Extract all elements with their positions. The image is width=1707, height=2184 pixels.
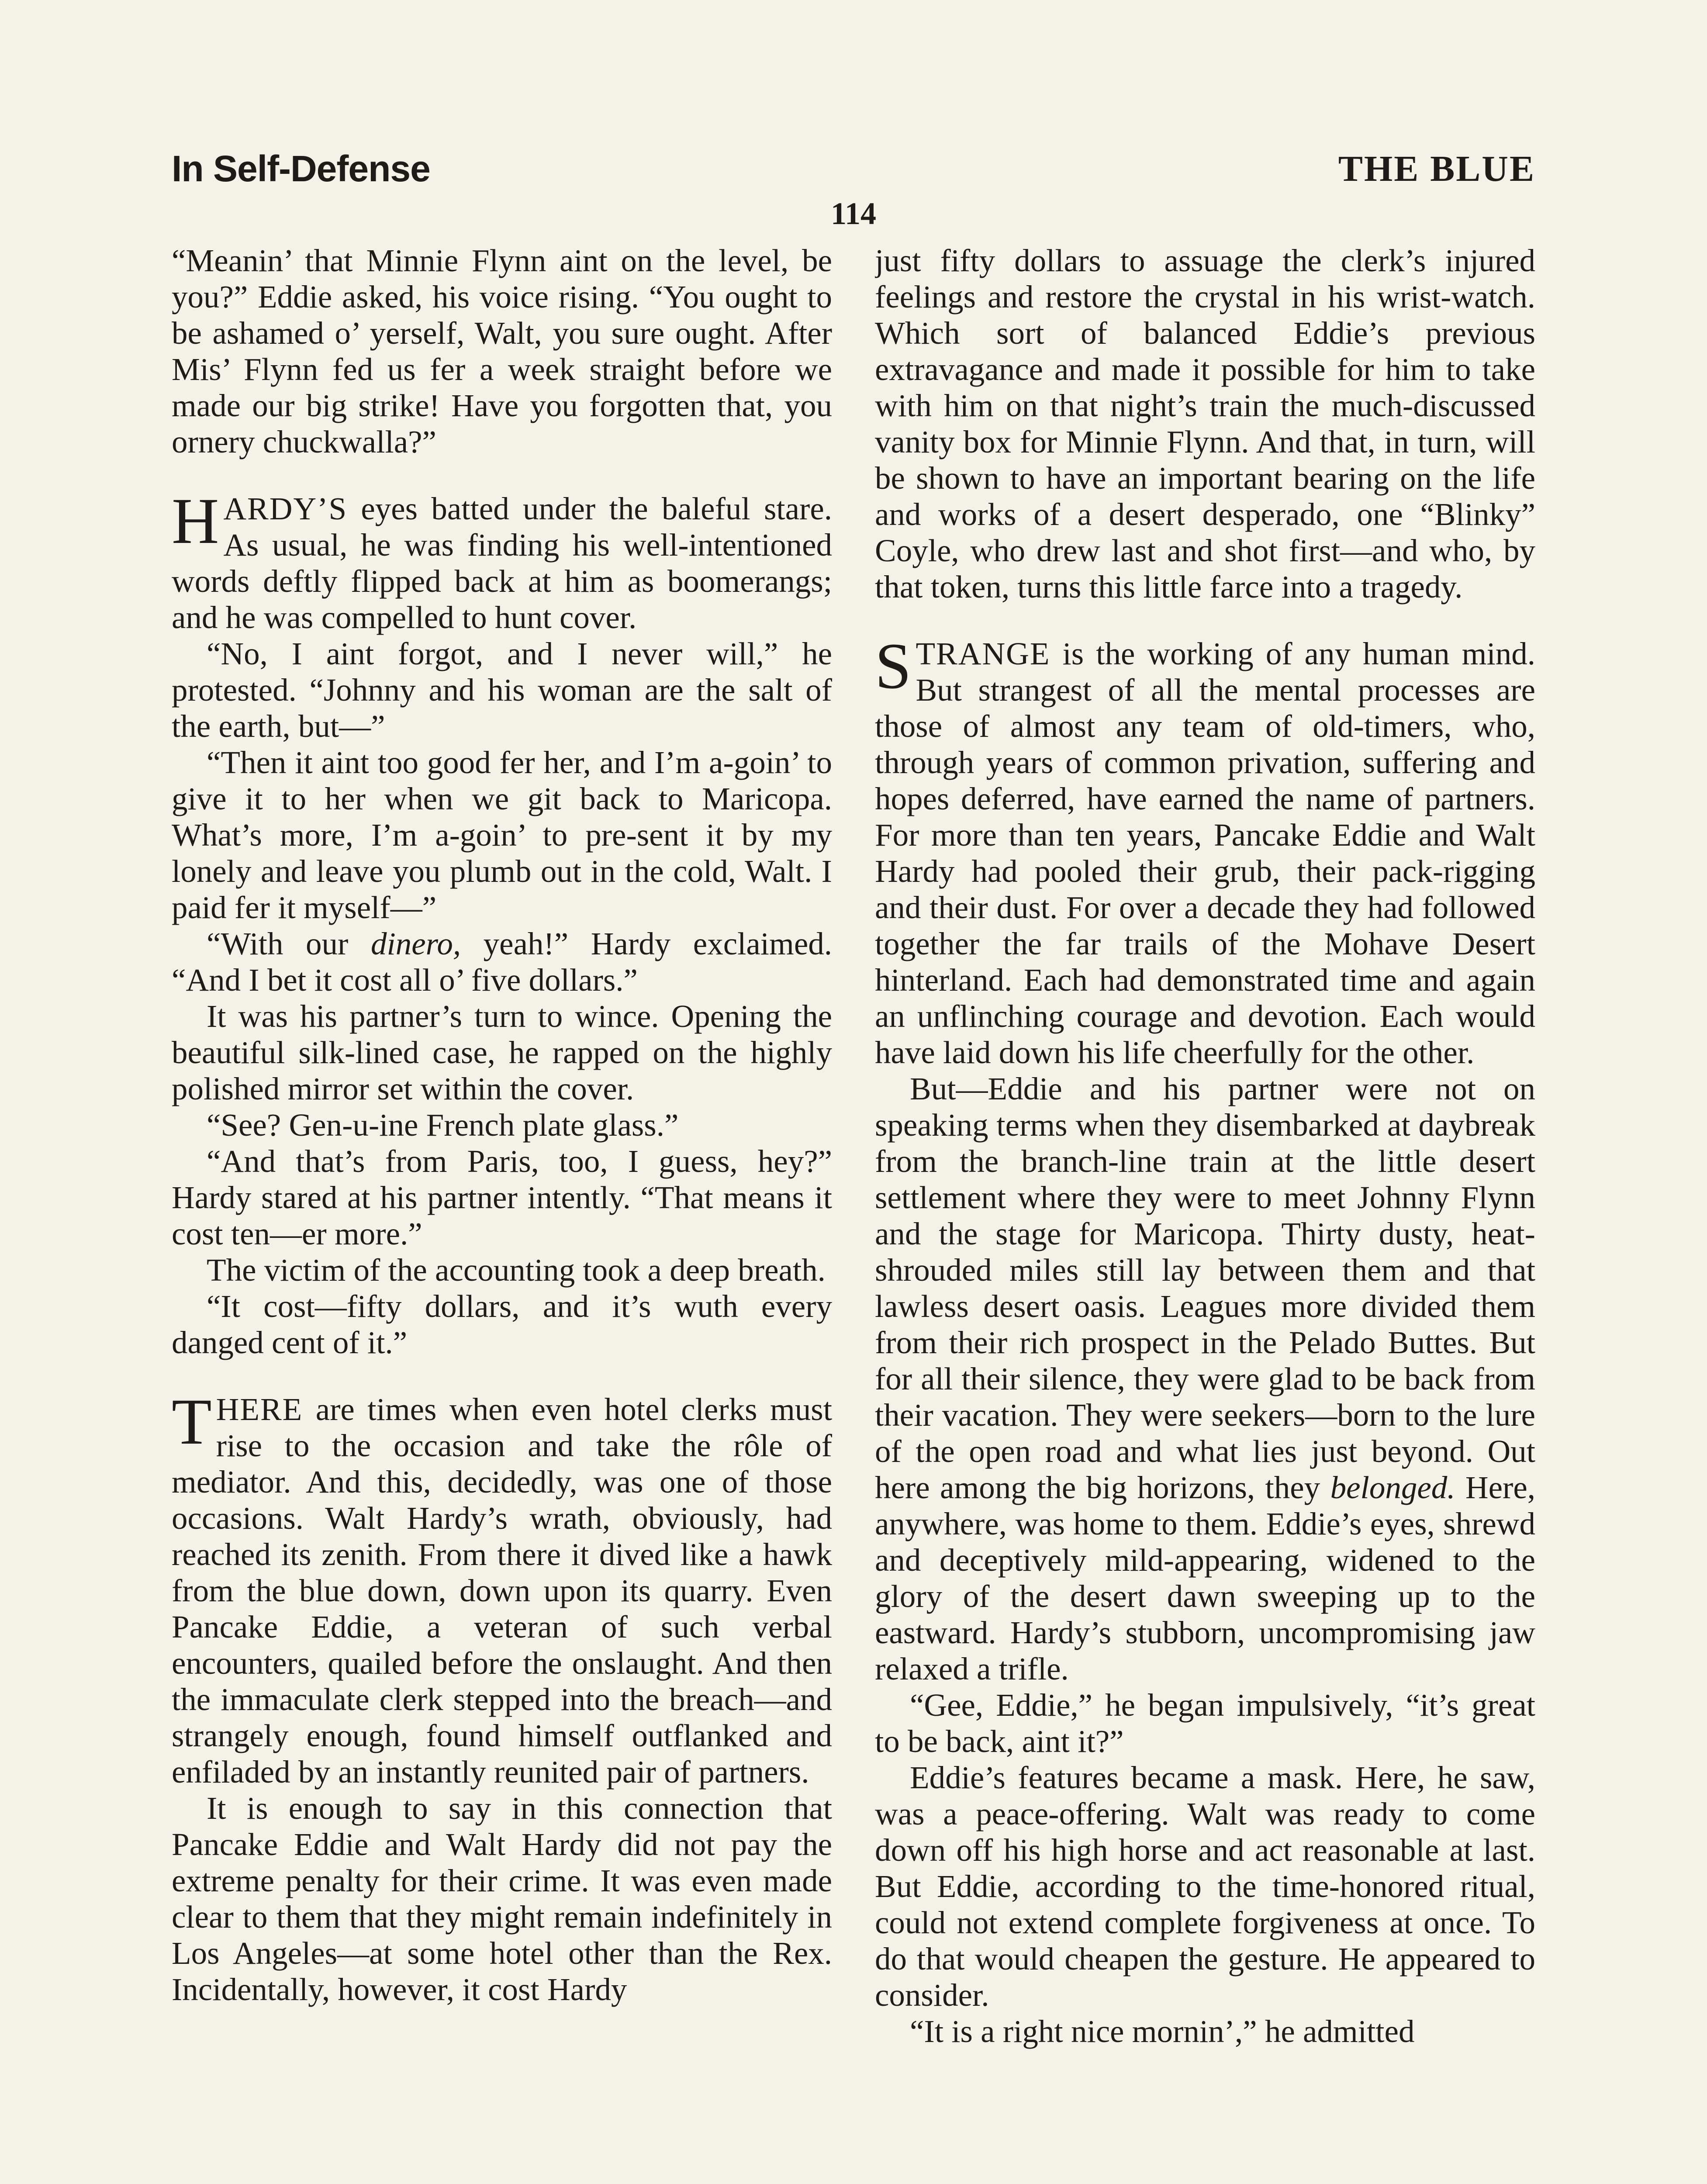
running-title-right: THE BLUE — [1338, 149, 1535, 189]
drop-cap: S — [875, 630, 912, 702]
paragraph: Eddie’s features became a mask. Here, he saw, was a peace-offering. Walt was ready to come down off his high horse and act reasonable at last. But Eddie, according to the time-honored ritual, could not extend complete forgiveness at once. To do that would cheapen the gesture. He appeared to consider. — [875, 1760, 1535, 2013]
paragraph: The victim of the accounting took a deep breath. — [207, 1252, 826, 1288]
paragraph — [875, 1071, 1535, 1687]
paragraph — [172, 926, 832, 998]
left-column — [172, 242, 832, 2184]
paragraph-text: are times when even hotel clerks must rise to the occasion and take the rôle of mediator. And this, decidedly, was one of those occasions. Walt Hardy’s wrath, obviously, had reached its zenith. From there it dived like a hawk from the blue down, down upon its quarry. Even Pancake Eddie, a veteran of such verbal encounters, quailed before the onslaught. And then the immaculate clerk stepped into the breach—and strangely enough, found himself outflanked and enfiladed by an instantly reunited pair of partners. — [172, 1392, 832, 1790]
section-paragraph — [172, 485, 832, 636]
lead-caps: HERE — [216, 1392, 303, 1427]
paragraph: “See? Gen-u-ine French plate glass.” — [207, 1107, 679, 1143]
paragraph-text: But—Eddie and his partner were not on speaking terms when they disembarked at daybreak from the branch-line train at the little desert settlement where they were to meet Johnny Flynn and the stage for Maricopa. Thirty dusty, heat-shrouded miles still lay between them and that lawless desert oasis. Leagues more divided them from their rich prospect in the Pelado Buttes. But for all their silence, they were glad to be back from their vacation. They were seekers—born to the lure of the open road and what lies just beyond. Out here among the big horizons, they — [875, 1071, 1535, 1505]
running-title-left: In Self-Defense — [172, 148, 430, 189]
paragraph: “It cost—fifty dollars, and it’s wuth every danged cent of it.” — [172, 1289, 832, 1360]
paragraph-text: eyes batted under the baleful stare. As usual, he was finding his well-intentioned words deftly flipped back at him as boomerangs; and he was compelled to hunt cover. — [172, 491, 832, 635]
paragraph-text: yeah!” Hardy exclaimed. “And I bet it cost all o’ five dollars.” — [172, 926, 832, 998]
drop-cap: T — [172, 1386, 212, 1458]
paragraph: “And that’s from Paris, too, I guess, hey?” Hardy stared at his partner intently. “That means it cost ten—er more.” — [172, 1144, 832, 1251]
section-paragraph — [875, 630, 1535, 1071]
paragraph: It is enough to say in this connection that Pancake Eddie and Walt Hardy did not pay the extreme penalty for their crime. It was even made clear to them that they might remain indefinitely in Los Angeles—at some hotel other than the Rex. Incidentally, however, it cost Hardy — [172, 1790, 832, 2007]
italic-word: dinero, — [370, 926, 461, 961]
paragraph: “It is a right nice mornin’,” he admitted — [910, 2014, 1415, 2049]
paragraph: “Then it aint too good fer her, and I’m a-goin’ to give it to her when we git back to Maricopa. What’s more, I’m a-goin’ to pre-sent it by my lonely and leave you plumb out in the cold, Walt. I paid fer it myself—” — [172, 745, 832, 925]
lead-caps: ARDY’S — [223, 491, 348, 526]
paragraph-text: “With our — [207, 926, 371, 961]
paragraph: just fifty dollars to assuage the clerk’s injured feelings and restore the crystal in his wrist-watch. Which sort of balanced Eddie’s previous extravagance and made it possible for him to take with him on that night’s train the much-discussed vanity box for Minnie Flynn. And that, in turn, will be shown to have an important bearing on the life and works of a desert desperado, one “Blinky” Coyle, who drew last and shot first—and who, by that token, turns this little farce into a tragedy. — [875, 243, 1535, 605]
lead-caps: TRANGE — [916, 636, 1050, 671]
paragraph: “Gee, Eddie,” he began impulsively, “it’s great to be back, aint it?” — [875, 1687, 1535, 1759]
page-number: 114 — [830, 196, 877, 231]
paragraph: “No, I aint forgot, and I never will,” he protested. “Johnny and his woman are the salt of the earth, but—” — [172, 636, 832, 744]
paragraph: It was his partner’s turn to wince. Opening the beautiful silk-lined case, he rapped on the highly polished mirror set within the cover. — [172, 999, 832, 1106]
paragraph-text: Here, anywhere, was home to them. Eddie’s eyes, shrewd and deceptively mild-appearing, widened to the glory of the desert dawn sweeping up to the eastward. Hardy’s stubborn, uncompromising jaw relaxed a trifle. — [875, 1470, 1535, 1686]
italic-word: belonged. — [1330, 1470, 1455, 1505]
drop-cap: H — [172, 485, 219, 557]
right-column — [875, 242, 1535, 2184]
section-paragraph — [172, 1386, 832, 1790]
paragraph-text: is the working of any human mind. But strangest of all the mental processes are those of almost any team of old-timers, who, through years of common privation, suffering and hopes deferred, have earned the name of partners. For more than ten years, Pancake Eddie and Walt Hardy had pooled their grub, their pack-rigging and their dust. For over a decade they had followed together the far trails of the Mohave Desert hinterland. Each had demonstrated time and again an unflinching courage and devotion. Each would have laid down his life cheerfully for the other. — [875, 636, 1535, 1070]
paragraph: “Meanin’ that Minnie Flynn aint on the level, be you?” Eddie asked, his voice rising. “You ought to be ashamed o’ yerself, Walt, you sure ought. After Mis’ Flynn fed us fer a week straight before we made our big strike! Have you forgotten that, you ornery chuckwalla?” — [172, 243, 832, 460]
